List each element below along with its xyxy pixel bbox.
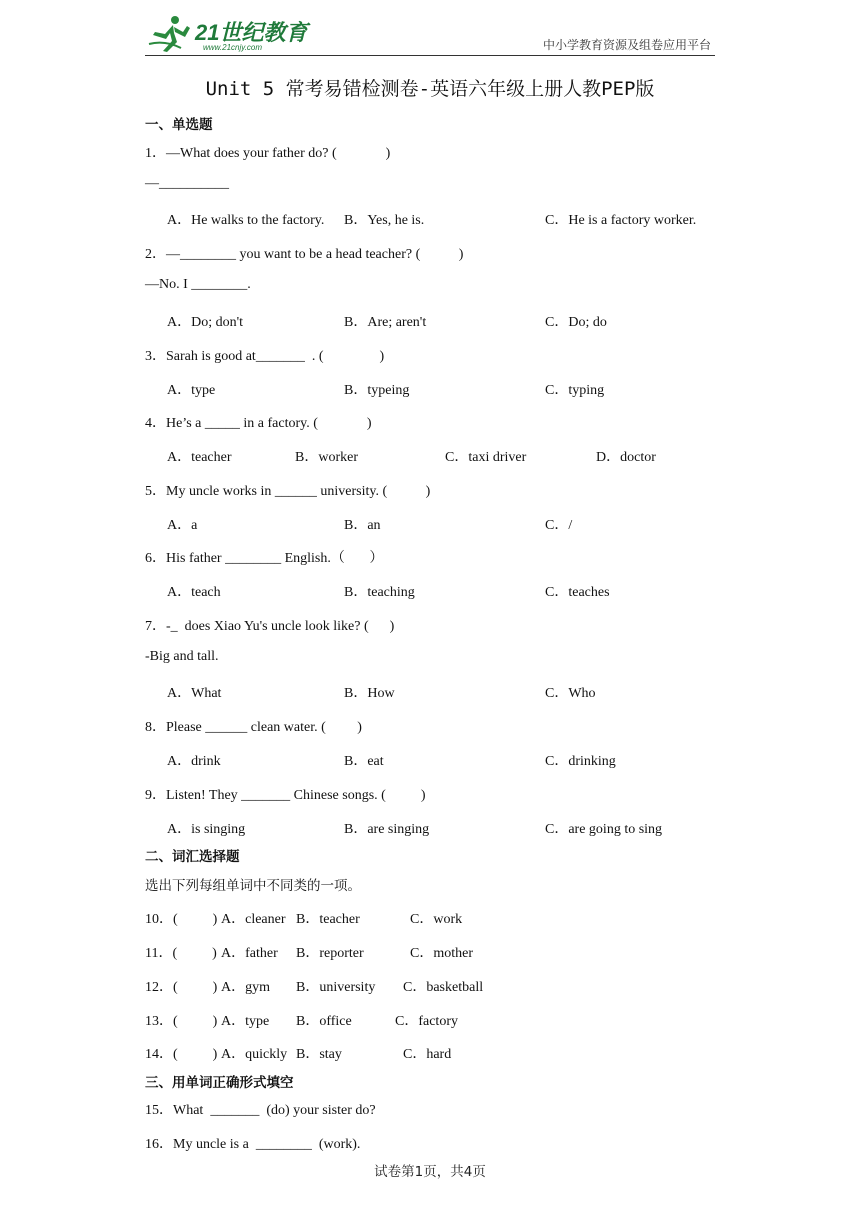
section-heading-3: 三、用单词正确形式填空 [145,1075,294,1091]
page-title: Unit 5 常考易错检测卷-英语六年级上册人教PEP版 [205,78,655,100]
option-b: B．teaching [344,585,415,600]
runner-icon [145,14,195,54]
question-line: 9．Listen! They _______ Chinese songs. ( ) [145,788,426,803]
question-line: 5．My uncle works in ______ university. ( ) [145,484,431,499]
option-b: B．typeing [344,383,410,398]
option-a: A．is singing [167,822,246,837]
option-a: A．quickly [221,1047,288,1062]
page-footer: 试卷第1页，共4页 [374,1164,486,1180]
option-a: A．He walks to the factory. [167,213,325,228]
logo-text: 21世纪教育 [195,20,308,45]
option-d: D．doctor [596,450,656,465]
option-b: B．worker [295,450,358,465]
option-c: C．drinking [545,754,616,769]
option-c: C．hard [403,1047,452,1062]
option-c: C．He is a factory worker. [545,213,697,228]
question-line: 16．My uncle is a ________ (work). [145,1137,361,1152]
option-a: A．Do; don't [167,315,244,330]
section-instruction: 选出下列每组单词中不同类的一项。 [145,878,361,894]
option-a: A．gym [221,980,270,995]
option-c: C．/ [545,518,573,533]
question-line: —No. I ________. [145,277,251,292]
option-b: B．eat [344,754,384,769]
question-number: 13．( ) [145,1014,218,1029]
question-line: -Big and tall. [145,649,219,664]
option-a: A．father [221,946,278,961]
option-a: A．type [167,383,216,398]
option-c: C．Who [545,686,596,701]
option-a: A．a [167,518,198,533]
question-line: 1．—What does your father do? ( ) [145,146,391,161]
option-b: B．teacher [296,912,360,927]
option-b: B．an [344,518,381,533]
option-b: B．office [296,1014,352,1029]
question-line: —__________ [145,176,229,191]
option-b: B．reporter [296,946,364,961]
option-a: A．type [221,1014,270,1029]
option-c: C．factory [395,1014,458,1029]
option-c: C．taxi driver [445,450,527,465]
option-b: B．Are; aren't [344,315,427,330]
option-b: B．How [344,686,395,701]
option-c: C．Do; do [545,315,607,330]
question-line: 15．What _______ (do) your sister do? [145,1103,376,1118]
option-c: C．mother [410,946,473,961]
logo-url: www.21cnjy.com [203,43,262,52]
option-b: B．stay [296,1047,342,1062]
logo [145,14,315,54]
option-a: A．cleaner [221,912,286,927]
question-line: 4．He’s a _____ in a factory. ( ) [145,416,372,431]
page-header [145,12,715,56]
option-c: C．basketball [403,980,484,995]
option-c: C．are going to sing [545,822,663,837]
header-divider [145,55,715,56]
option-a: A．teacher [167,450,232,465]
question-line: 6．His father ________ English.（ ） [145,551,384,566]
section-heading-2: 二、词汇选择题 [145,849,240,865]
question-line: 8．Please ______ clean water. ( ) [145,720,362,735]
option-c: C．teaches [545,585,610,600]
question-number: 11．( ) [145,946,217,961]
option-b: B．university [296,980,376,995]
question-line: 3．Sarah is good at_______ . ( ) [145,349,385,364]
option-c: C．work [410,912,463,927]
option-a: A．drink [167,754,221,769]
question-number: 14．( ) [145,1047,218,1062]
option-c: C．typing [545,383,605,398]
question-line: 7．-_ does Xiao Yu's uncle look like? ( ) [145,619,395,634]
option-b: B．Yes, he is. [344,213,425,228]
question-number: 12．( ) [145,980,218,995]
option-b: B．are singing [344,822,430,837]
section-heading-1: 一、单选题 [145,117,213,133]
question-number: 10．( ) [145,912,218,927]
option-a: A．teach [167,585,221,600]
option-a: A．What [167,686,222,701]
platform-label: 中小学教育资源及组卷应用平台 [542,38,711,52]
question-line: 2．—________ you want to be a head teacher? ( ) [145,247,464,262]
